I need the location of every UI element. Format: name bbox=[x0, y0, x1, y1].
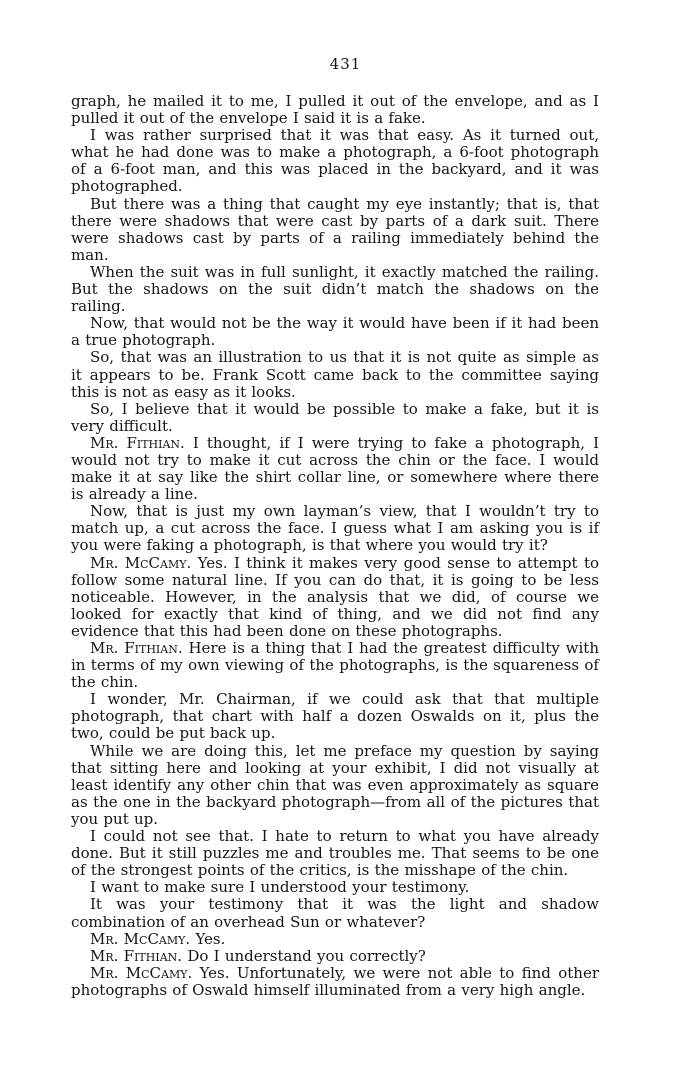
paragraph bbox=[71, 315, 599, 349]
paragraph-text: Now, that is just my own layman’s view, that I wouldn’t try to match up, a cut across the face. I guess what I am asking you is if you were faking a photograph, is that where you would try it? bbox=[71, 502, 599, 555]
paragraph-text: While we are doing this, let me preface my question by saying that sitting here and looking at your exhibit, I did not visually at least identify any other chin that was even approximately as square as the one in the backyard photograph—from all of the pictures that you put up. bbox=[71, 741, 599, 828]
paragraph bbox=[71, 264, 599, 315]
paragraph bbox=[71, 743, 599, 828]
paragraph-text: I wonder, Mr. Chairman, if we could ask that that multiple photograph, that chart with half a dozen Oswalds on it, plus the two, could be put back up. bbox=[71, 690, 599, 743]
paragraph-text: Yes. I think it makes very good sense to attempt to follow some natural line. If you can do that, it is going to be less noticeable. However, in the analysis that we did, of course we looked for exactly that kind of thing, and we did not find any evidence that this had been done on these photographs. bbox=[71, 553, 599, 640]
paragraph-text: Do I understand you correctly? bbox=[187, 946, 426, 965]
paragraph bbox=[71, 349, 599, 400]
paragraph bbox=[71, 879, 599, 896]
paragraph bbox=[71, 196, 599, 264]
speaker-name: Mr. Fithian. bbox=[90, 639, 189, 657]
paragraph bbox=[71, 401, 599, 435]
speaker-name: Mr. McCamy. bbox=[90, 553, 198, 572]
paragraph-text: Now, that would not be the way it would have been if it had been a true photograph. bbox=[71, 314, 599, 350]
paragraph-text: I could not see that. I hate to return to what you have already done. But it still puzzles me and troubles me. That seems to be one of the strongest points of the critics, is the misshape of the chin. bbox=[71, 827, 599, 880]
paragraph-text: So, I believe that it would be possible to make a fake, but it is very difficult. bbox=[71, 399, 599, 435]
paragraph-text: When the suit was in full sunlight, it exactly matched the railing. But the shadows on the suit didn’t match the shadows on the railing. bbox=[71, 262, 599, 316]
paragraph bbox=[71, 896, 599, 930]
page-number: 431 bbox=[329, 55, 362, 73]
paragraph-text: Yes. bbox=[195, 929, 226, 948]
paragraph bbox=[71, 93, 599, 127]
paragraph bbox=[71, 555, 599, 640]
speaker-name: Mr. McCamy. bbox=[90, 963, 200, 982]
paragraph bbox=[71, 503, 599, 554]
paragraph-text: graph, he mailed it to me, I pulled it out of the envelope, and as I pulled it out of the envelope I said it is a fake. bbox=[71, 92, 599, 128]
paragraph-text: I was rather surprised that it was that easy. As it turned out, what he had done was to make a photograph, a 6-foot photograph of a 6-foot man, and this was placed in the backyard, and it was photographed. bbox=[71, 126, 599, 196]
paragraph bbox=[71, 640, 599, 691]
paragraph-text: So, that was an illustration to us that it is not quite as simple as it appears to be. Frank Scott came back to the committee saying this is not as easy as it looks. bbox=[71, 348, 599, 401]
paragraph bbox=[71, 435, 599, 503]
paragraph bbox=[71, 127, 599, 195]
paragraph-text: I thought, if I were trying to fake a photograph, I would not try to make it cut across the chin or the face. I would make it at say like the shirt collar line, or somewhere where there is already a line. bbox=[71, 433, 599, 504]
paragraph bbox=[71, 931, 599, 948]
paragraph bbox=[71, 828, 599, 879]
paragraph bbox=[71, 965, 599, 999]
speaker-name: Mr. Fithian. bbox=[90, 433, 193, 452]
speaker-name: Mr. Fithian. bbox=[90, 946, 188, 965]
paragraph bbox=[71, 948, 599, 965]
paragraph-text: It was your testimony that it was the light and shadow combination of an overhead Sun or whatever? bbox=[71, 895, 599, 931]
paragraph-text: But there was a thing that caught my eye instantly; that is, that there were shadows that were cast by parts of a dark suit. There were shadows cast by parts of a railing immediately behind the man. bbox=[71, 194, 599, 264]
paragraph bbox=[71, 691, 599, 742]
paragraph-text: I want to make sure I understood your testimony. bbox=[90, 878, 470, 897]
paragraph-text: Here is a thing that I had the greatest difficulty with in terms of my own viewing of the photographs, is the squareness of the chin. bbox=[71, 639, 600, 692]
paragraph-text: Yes. Unfortunately, we were not able to find other photographs of Oswald himself illuminated from a very high angle. bbox=[71, 963, 599, 999]
text-column bbox=[71, 93, 599, 999]
speaker-name: Mr. McCamy. bbox=[90, 929, 196, 948]
